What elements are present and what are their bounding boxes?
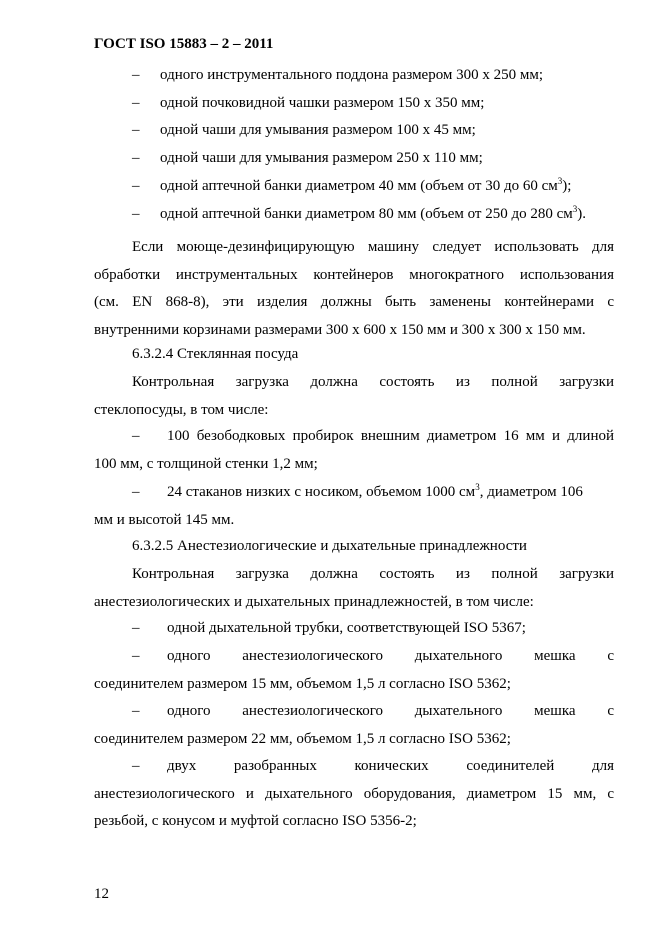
list-item [94, 122, 614, 144]
dash-bullet: – [132, 67, 140, 83]
list-item-text: одной чаши для умывания размером 100 х 45 мм; [160, 122, 476, 138]
dash-bullet: – [132, 758, 140, 774]
list-item [94, 615, 614, 643]
dash-bullet: – [132, 178, 140, 194]
paragraph-line: обработки инструментальных контейнеров многократного использования [94, 266, 614, 283]
superscript: 3 [475, 482, 480, 492]
list-item [94, 67, 614, 89]
paragraph-line: (см. EN 868-8), эти изделия должны быть заменены контейнерами с [94, 294, 614, 310]
dash-bullet: – [132, 95, 140, 111]
section-heading: 6.3.2.5 Анестезиологические и дыхательные принадлежности [132, 538, 527, 554]
list-item-text: одной чаши для умывания размером 250 х 110 мм; [160, 150, 483, 166]
dash-bullet: – [132, 703, 140, 719]
paragraph-line: Если моюще-дезинфицирующую машину следует использовать для [132, 239, 614, 255]
list-item [94, 150, 614, 172]
paragraph-line: внутренними корзинами размерами 300 х 600 х 150 мм и 300 х 300 х 150 мм. [94, 321, 586, 338]
superscript: 3 [557, 176, 563, 186]
list-item: – одного анестезиологического дыхательного мешка с соединителем размером 22 мм, объемом 1,5 л согласно ISO 5362; [94, 698, 614, 754]
page-number: 12 [94, 886, 109, 902]
list-item: – двух разобранных конических соединителей для анестезиологического и дыхательного оборудования, диаметром 15 мм, с резьбой, с конусом и муфтой согласно ISO 5356-2; [94, 753, 614, 837]
list-item: – 24 стаканов низких с носиком, объемом 1000 $см^3$, диаметром 106 мм и высотой 145 мм. [94, 479, 614, 535]
list-item: – 100 безободковых пробирок внешним диаметром 16 мм и длиной 100 мм, с толщиной стенки 1,2 мм; [94, 423, 614, 479]
dash-bullet: – [132, 206, 140, 222]
dash-bullet: – [132, 484, 140, 500]
dash-bullet: – [132, 150, 140, 166]
list-item-text: одной дыхательной трубки, соответствующей ISO 5367; [167, 620, 526, 636]
section-heading: 6.3.2.4 Стеклянная посуда [132, 346, 299, 362]
document-header: ГОСТ ISO 15883 – 2 – 2011 [94, 36, 274, 52]
list-item [94, 206, 614, 228]
paragraph [94, 234, 614, 346]
dash-bullet: – [132, 428, 140, 444]
dash-bullet: – [132, 620, 140, 636]
paragraph: Контрольная загрузка должна состоять из полной загрузки анестезиологических и дыхательных принадлежностей, в том числе: [94, 566, 614, 610]
list-item [94, 95, 614, 117]
list-item-text: одной почковидной чашки размером 150 х 350 мм; [160, 95, 485, 111]
dash-bullet: – [132, 648, 140, 664]
list-item: – одного анестезиологического дыхательного мешка с соединителем размером 15 мм, объемом 1,5 л согласно ISO 5362; [94, 643, 614, 699]
list-item-text: одного инструментального поддона размером 300 х 250 мм; [160, 67, 544, 83]
list-item-text: одной аптечной банки диаметром 80 мм (объем от 250 до 280 $см^3$). [160, 204, 587, 222]
list-item-text: одной аптечной банки диаметром 40 мм (объем от 30 до 60 $см^3$); [160, 176, 572, 194]
superscript: 3 [572, 204, 578, 214]
paragraph: Контрольная загрузка должна состоять из полной загрузки стеклопосуды, в том числе: [94, 374, 614, 418]
list-item [94, 178, 614, 200]
dash-bullet: – [132, 122, 140, 138]
